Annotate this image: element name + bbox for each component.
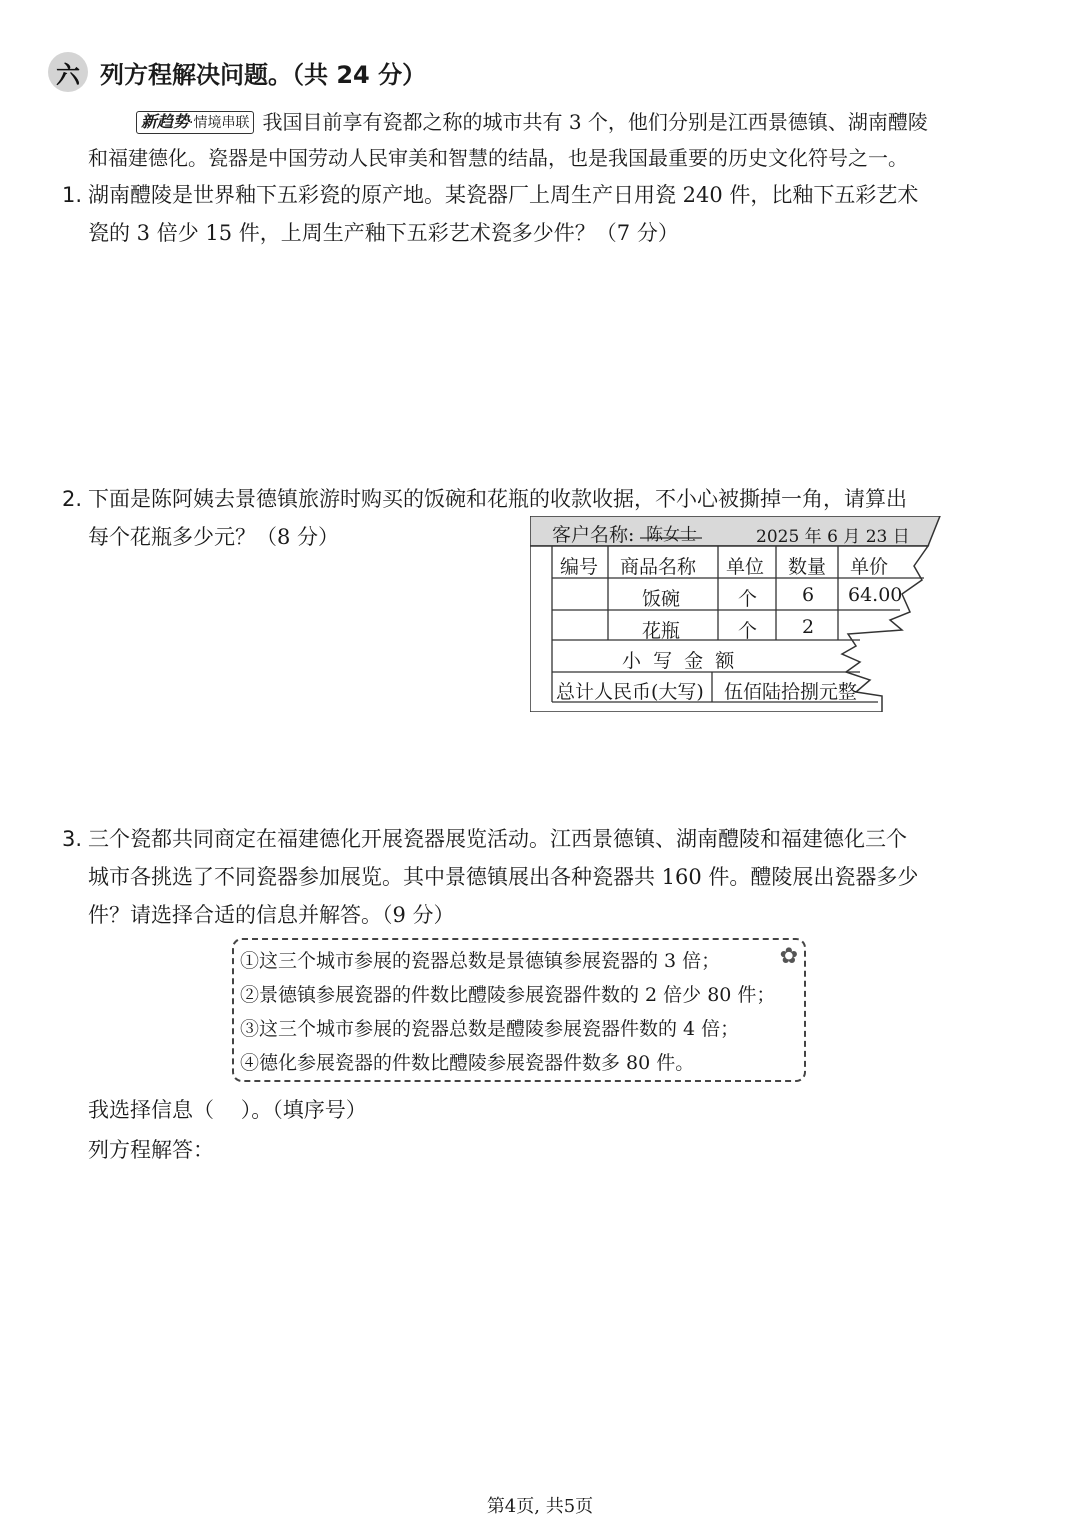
header-name: 商品名称	[620, 556, 697, 578]
question-3-line-3: 件？请选择合适的信息并解答。（9 分）	[88, 903, 455, 927]
question-2-line-1: 下面是陈阿姨去景德镇旅游时购买的饭碗和花瓶的收款收据，不小心被撕掉一角，请算出	[88, 487, 907, 511]
customer-name: 陈女士	[646, 525, 697, 545]
header-id: 编号	[560, 556, 599, 578]
info-option-3: ③这三个城市参展的瓷器总数是醴陵参展瓷器件数的 4 倍；	[240, 1018, 740, 1040]
question-3-line-1: 三个瓷都共同商定在福建德化开展瓷器展览活动。江西景德镇、湖南醴陵和福建德化三个	[88, 827, 907, 851]
question-3	[62, 820, 982, 934]
info-option-1: ①这三个城市参展的瓷器总数是景德镇参展瓷器的 3 倍；	[240, 950, 721, 972]
question-number: 2.	[62, 487, 83, 511]
intro-tag: 新趋势·情境串联	[136, 111, 254, 134]
intro-line-2: 和福建德化。瓷器是中国劳动人民审美和智慧的结晶，也是我国最重要的历史文化符号之一。	[88, 146, 908, 170]
torn-receipt	[530, 516, 950, 712]
section-number-badge: 六	[48, 52, 88, 92]
row-2-name: 花瓶	[642, 620, 681, 642]
page-footer: 第4页, 共5页	[486, 1496, 594, 1517]
flower-icon: ✿	[779, 944, 798, 969]
question-number: 1.	[62, 183, 83, 207]
solve-equation-line: 列方程解答：	[88, 1138, 214, 1162]
row-1-price: 64.00	[848, 584, 903, 606]
header-qty: 数量	[788, 556, 827, 578]
section-header	[48, 52, 426, 92]
info-option-2: ②景德镇参展瓷器的件数比醴陵参展瓷器件数的 2 倍少 80 件；	[240, 984, 776, 1006]
question-1	[62, 176, 982, 252]
header-unit: 单位	[726, 556, 765, 578]
info-options-box	[232, 938, 806, 1082]
question-2-line-2: 每个花瓶多少元？（8 分）	[88, 525, 340, 549]
row-1-unit: 个	[738, 588, 758, 610]
intro-line-1: 新趋势·情境串联 我国目前享有瓷都之称的城市共有 3 个，他们分别是江西景德镇、湖南醴陵	[88, 104, 988, 140]
question-1-line-1: 湖南醴陵是世界釉下五彩瓷的原产地。某瓷器厂上周生产日用瓷 240 件，比釉下五彩艺术	[88, 183, 919, 207]
question-3-line-2: 城市各挑选了不同瓷器参加展览。其中景德镇展出各种瓷器共 160 件。醴陵展出瓷器多少	[88, 865, 919, 889]
total-label: 总计人民币(大写)	[556, 681, 704, 703]
choose-info-line: 我选择信息（ ）。（填序号）	[88, 1098, 367, 1122]
question-number: 3.	[62, 827, 83, 851]
header-price: 单价	[850, 556, 889, 578]
question-1-line-2: 瓷的 3 倍少 15 件，上周生产釉下五彩艺术瓷多少件？（7 分）	[88, 221, 679, 245]
intro-paragraph	[88, 104, 988, 176]
total-value: 伍佰陆拾捌元整	[724, 681, 858, 703]
customer-label: 客户名称:	[552, 524, 635, 546]
row-1-name: 饭碗	[642, 588, 681, 610]
subtotal-label: 小 写 金 额	[622, 650, 735, 672]
row-2-qty: 2	[802, 616, 815, 638]
info-option-4: ④德化参展瓷器的件数比醴陵参展瓷器件数多 80 件。	[240, 1052, 695, 1074]
receipt-date: 2025 年 6 月 23 日	[756, 527, 910, 547]
row-1-qty: 6	[802, 584, 815, 606]
row-2-unit: 个	[738, 620, 758, 642]
section-title: 列方程解决问题。（共 24 分）	[100, 60, 427, 89]
